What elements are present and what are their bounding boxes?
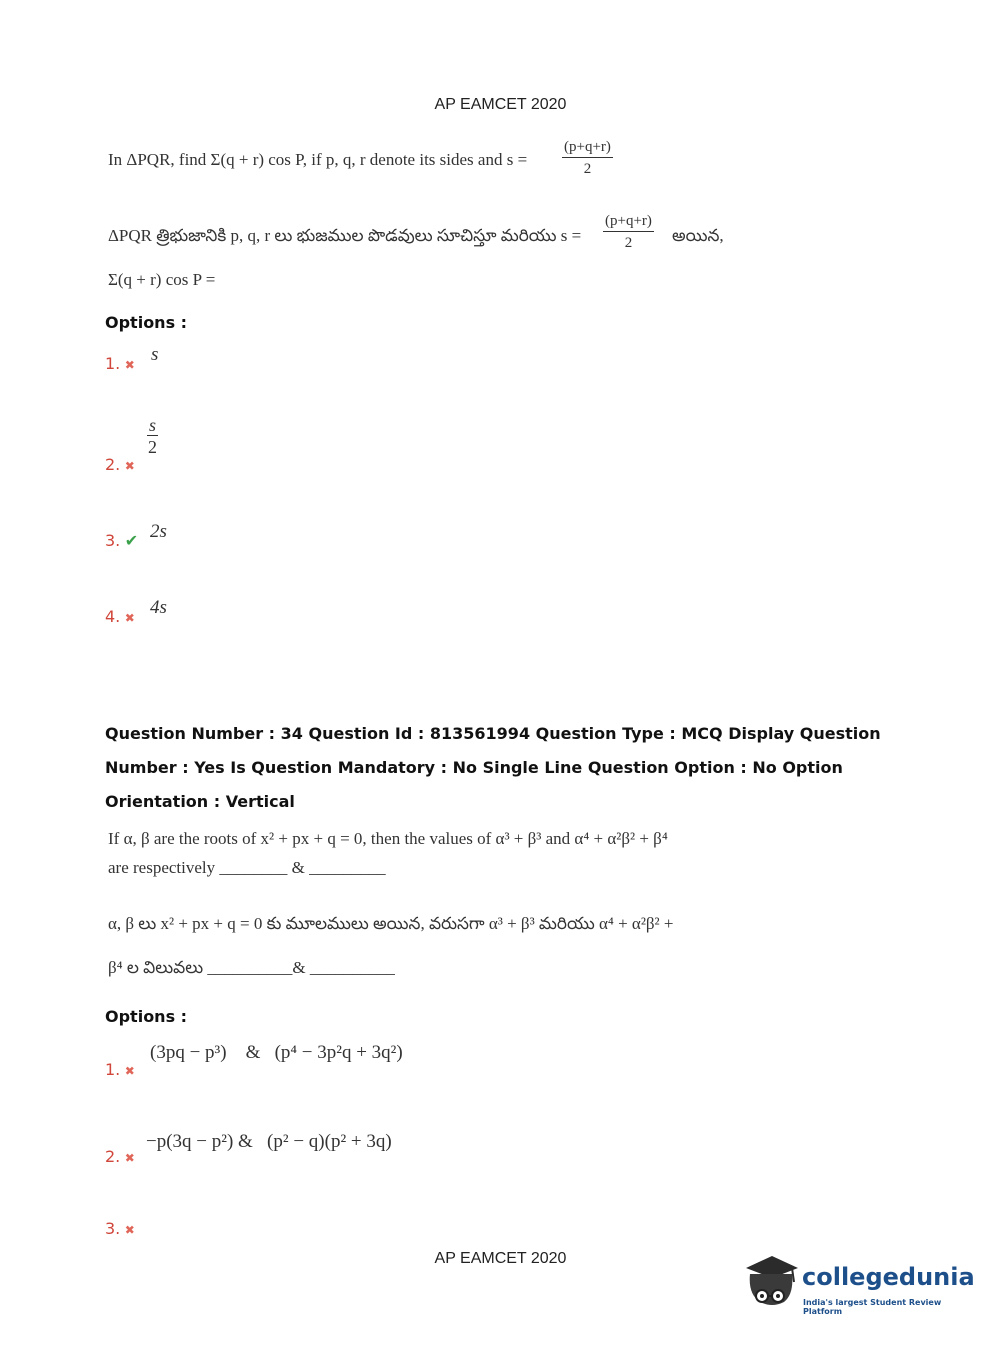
- question-meta-line1: Question Number : 34 Question Id : 813561994 Question Type : MCQ Display Question: [105, 724, 881, 743]
- question-text-english-line2: are respectively ________ & _________: [108, 858, 386, 877]
- option-4[interactable]: [105, 607, 135, 627]
- option-3[interactable]: [105, 1219, 135, 1239]
- option-number: 1.: [105, 1060, 121, 1079]
- fraction-numerator: s: [149, 415, 157, 435]
- option-value-fraction: [147, 415, 158, 458]
- logo-tagline: India's largest Student Review Platform: [803, 1298, 942, 1316]
- question-text-english: In ΔPQR, find Σ(q + r) cos P, if p, q, r denote its sides and s =: [108, 150, 528, 169]
- wrong-cross-icon: ✖: [124, 611, 135, 625]
- question-text-telugu-suffix: అయిన,: [672, 226, 724, 245]
- option-number: 3.: [105, 531, 121, 550]
- option-value: s: [151, 344, 159, 365]
- wrong-cross-icon: ✖: [124, 1151, 135, 1165]
- question-text-english: If α, β are the roots of x² + px + q = 0, then the values of α³ + β³ and α⁴ + α²β² + β⁴: [108, 829, 668, 848]
- collegedunia-logo[interactable]: [742, 1250, 975, 1320]
- option-3[interactable]: [105, 531, 138, 551]
- question-text-telugu-line2: β⁴ ల విలువలు __________& __________: [108, 958, 395, 977]
- fraction-denominator: 2: [624, 235, 633, 251]
- wrong-cross-icon: ✖: [124, 358, 135, 372]
- options-label: Options :: [105, 1007, 188, 1026]
- question-text-telugu: α, β లు x² + px + q = 0 కు మూలములు అయిన, వరుసగా α³ + β³ మరియు α⁴ + α²β² +: [108, 914, 674, 933]
- option-value: (3pq − p³) & (p⁴ − 3p²q + 3q²): [150, 1042, 403, 1063]
- page-footer-title: AP EAMCET 2020: [434, 1250, 567, 1267]
- options-label: Options :: [105, 313, 188, 332]
- page-header-title: AP EAMCET 2020: [434, 96, 567, 113]
- s-fraction-telugu: [603, 211, 654, 254]
- logo-wordmark: collegedunia: [802, 1263, 975, 1291]
- question-meta-line2: Number : Yes Is Question Mandatory : No Single Line Question Option : No Option: [105, 758, 843, 777]
- s-fraction: [562, 137, 613, 180]
- mascot-icon: [742, 1250, 802, 1316]
- fraction-numerator: (p+q+r): [603, 211, 654, 232]
- option-1[interactable]: [105, 354, 135, 374]
- option-2[interactable]: [105, 1147, 135, 1167]
- option-number: 4.: [105, 607, 121, 626]
- fraction-numerator: (p+q+r): [562, 137, 613, 158]
- question-text-telugu: ΔPQR త్రిభుజానికి p, q, r లు భుజముల పొడవులు సూచిస్తూ మరియు s =: [108, 226, 582, 245]
- option-number: 3.: [105, 1219, 121, 1238]
- option-number: 2.: [105, 1147, 121, 1166]
- option-number: 2.: [105, 455, 121, 474]
- option-number: 1.: [105, 354, 121, 373]
- option-value: 4s: [150, 597, 167, 618]
- wrong-cross-icon: ✖: [124, 1223, 135, 1237]
- fraction-denominator: 2: [148, 437, 157, 457]
- question-meta-line3: Orientation : Vertical: [105, 792, 295, 811]
- wrong-cross-icon: ✖: [124, 1064, 135, 1078]
- option-1[interactable]: [105, 1060, 135, 1080]
- wrong-cross-icon: ✖: [124, 459, 135, 473]
- option-2[interactable]: [105, 455, 135, 475]
- question-text-telugu-line2: Σ(q + r) cos P =: [108, 270, 216, 289]
- fraction-denominator: 2: [583, 161, 592, 177]
- option-value: 2s: [150, 521, 167, 542]
- option-value: −p(3q − p²) & (p² − q)(p² + 3q): [146, 1131, 392, 1152]
- correct-check-icon: ✔: [124, 533, 139, 550]
